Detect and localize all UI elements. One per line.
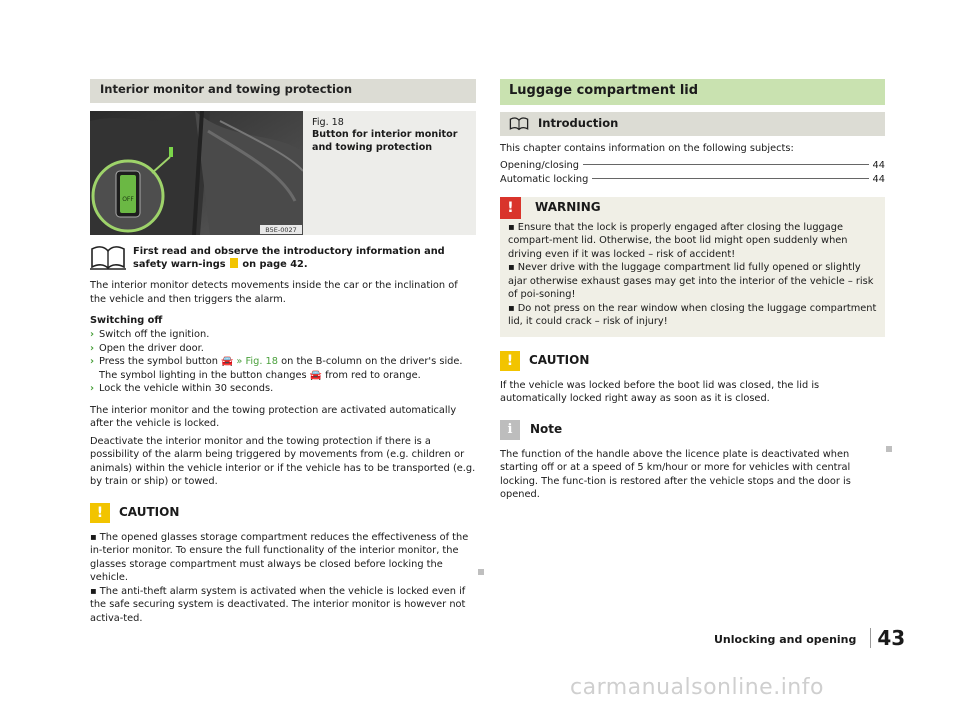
warning-item: Do not press on the rear window when closing the luggage compartment lid, it could crack – risk of injury! xyxy=(508,302,877,328)
switching-off-heading: Switching off xyxy=(90,315,163,327)
caution-item: ▪ The opened glasses storage compartment reduces the effectiveness of the in-terior monitor. To ensure the full functionality of the interior monitor, the glasses storage compartment must always be closed before locking the vehicle. ▪ The anti-theft alarm system is activated when the vehicle is locked even if the safe securing system is deactivated. The interior monitor is however not activa-ted. xyxy=(90,531,469,624)
warning-box xyxy=(500,197,885,337)
step-text: Switch off the ignition. xyxy=(99,328,210,340)
first-read-notice xyxy=(90,245,476,271)
first-read-text xyxy=(133,245,476,271)
caution-text: If the vehicle was locked before the boot lid was closed, the lid is automatically locked right away as soon as it is closed. xyxy=(500,379,820,405)
toc-leader xyxy=(583,164,869,165)
alarm-button-icon: 🚘 xyxy=(309,369,322,381)
warning-item: Ensure that the lock is properly engaged after closing the luggage compart-ment lid. Otherwise, the boot lid might open suddenly when driving even if it was locked – risk of accident! xyxy=(508,221,848,260)
note-label: Note xyxy=(530,422,563,437)
note-heading xyxy=(500,420,885,440)
step-item xyxy=(90,328,476,342)
image-code: B5E-0027 xyxy=(265,226,297,234)
introduction-label: Introduction xyxy=(538,116,619,131)
left-column xyxy=(90,79,476,625)
figure-number: Fig. 18 xyxy=(312,117,344,128)
door-panel-illustration xyxy=(90,111,303,235)
page-footer xyxy=(714,628,905,648)
section-title-luggage: Luggage compartment lid xyxy=(500,79,885,105)
open-book-icon xyxy=(509,117,529,131)
step-item xyxy=(90,342,476,356)
switching-off-steps xyxy=(90,328,476,396)
toc-row[interactable] xyxy=(500,159,885,173)
step-item xyxy=(90,355,476,382)
step-text: on the B-column on the driver's side. The symbol lighting in the button changes xyxy=(99,356,463,381)
right-column xyxy=(500,79,885,502)
watermark: carmanualsonline.info xyxy=(570,675,824,700)
step-arrow-icon: › xyxy=(90,328,95,340)
figure-title: Button for interior monitor and towing protection xyxy=(312,129,458,153)
step-arrow-icon: › xyxy=(90,356,95,368)
warning-label: WARNING xyxy=(535,200,601,215)
step-arrow-icon: › xyxy=(90,342,95,354)
warning-item: Never drive with the luggage compartment lid fully opened or slightly ajar otherwise exhaust gases may get into the interior of the vehicle – risk of poi-soning! xyxy=(508,262,874,301)
caution-exclamation-icon: ! xyxy=(90,503,110,523)
step-arrow-icon: › xyxy=(90,383,95,395)
section-end-mark xyxy=(478,569,484,575)
button-off-text: OFF xyxy=(122,196,134,203)
toc-label: Automatic locking xyxy=(500,174,589,186)
warning-exclamation-icon: ! xyxy=(500,197,521,219)
caution-heading xyxy=(500,351,885,371)
figure-reference-link[interactable]: » Fig. 18 xyxy=(236,356,279,368)
step-text: from red to orange. xyxy=(325,369,421,381)
caution-text: The opened glasses storage compartment reduces the effectiveness of the in-terior monitor. To ensure the full functionality of the interior monitor, the glasses storage compartment must always be closed before locking the vehicle. xyxy=(90,531,469,584)
intro-paragraph: The interior monitor detects movements inside the car or the inclination of the vehicle and then triggers the alarm. xyxy=(90,280,458,305)
warning-chip-icon xyxy=(230,258,238,268)
caution-exclamation-icon: ! xyxy=(500,351,520,371)
step-text: Open the driver door. xyxy=(99,342,204,354)
figure-image xyxy=(90,111,303,235)
chapter-title: Unlocking and opening xyxy=(714,632,857,646)
figure-18 xyxy=(90,111,476,235)
intro-text: This chapter contains information on the following subjects: xyxy=(500,143,794,154)
paragraph-activation: The interior monitor and the towing protection are activated automatically after the vehicle is locked. xyxy=(90,404,457,430)
note-text: The function of the handle above the licence plate is deactivated when starting off or at a speed of 5 km/hour or more for vehicles with central locking. The func-tion is restored after the vehicle stops and the door is opened. xyxy=(500,448,851,501)
first-read-text-a: First read and observe the introductory information and safety warn-ings xyxy=(133,246,445,271)
warning-text: ▪ Ensure that the lock is properly engaged after closing the luggage compart-ment lid. Otherwise, the boot lid might open suddenly when driving even if it was locked – risk of accident! ▪ Never drive with the luggage compartment lid fully opened or slightly ajar otherwise exhaust gases may get into the interior of the vehicle – risk of poi-soning! ▪ Do not press on the rear window when closing the luggage compartment lid, it could crack – risk of injury! xyxy=(508,221,877,328)
toc-page: 44 xyxy=(872,159,885,171)
toc-page: 44 xyxy=(872,174,885,186)
caution-heading xyxy=(90,503,476,523)
alarm-button-icon: 🚘 xyxy=(221,356,234,368)
toc-list xyxy=(500,159,885,187)
caution-label: CAUTION xyxy=(529,353,590,368)
section-title-interior-monitor: Interior monitor and towing protection xyxy=(90,79,476,103)
toc-label: Opening/closing xyxy=(500,159,579,171)
first-read-text-b: on page 42. xyxy=(242,259,308,271)
figure-caption xyxy=(303,111,476,235)
toc-row[interactable] xyxy=(500,173,885,187)
step-item xyxy=(90,382,476,396)
toc-leader xyxy=(592,178,868,179)
step-text: Lock the vehicle within 30 seconds. xyxy=(99,383,274,395)
introduction-heading xyxy=(500,112,885,136)
caution-text: The anti-theft alarm system is activated when the vehicle is locked even if the safe securing system is deactivated. The interior monitor is however not activa-ted. xyxy=(90,585,466,624)
caution-label: CAUTION xyxy=(119,505,180,520)
paragraph-deactivation: Deactivate the interior monitor and the towing protection if there is a possibility of the alarm being triggered by movements from (e.g. children or animals) within the vehicle interior or if the vehicle has to be transported (e.g. by train or ship) or towed. xyxy=(90,435,476,488)
open-book-icon xyxy=(90,245,126,271)
page-number: 43 xyxy=(870,628,905,648)
warning-heading xyxy=(500,197,885,219)
step-text: Press the symbol button xyxy=(99,356,218,368)
section-end-mark xyxy=(886,446,892,452)
info-icon: i xyxy=(500,420,520,440)
